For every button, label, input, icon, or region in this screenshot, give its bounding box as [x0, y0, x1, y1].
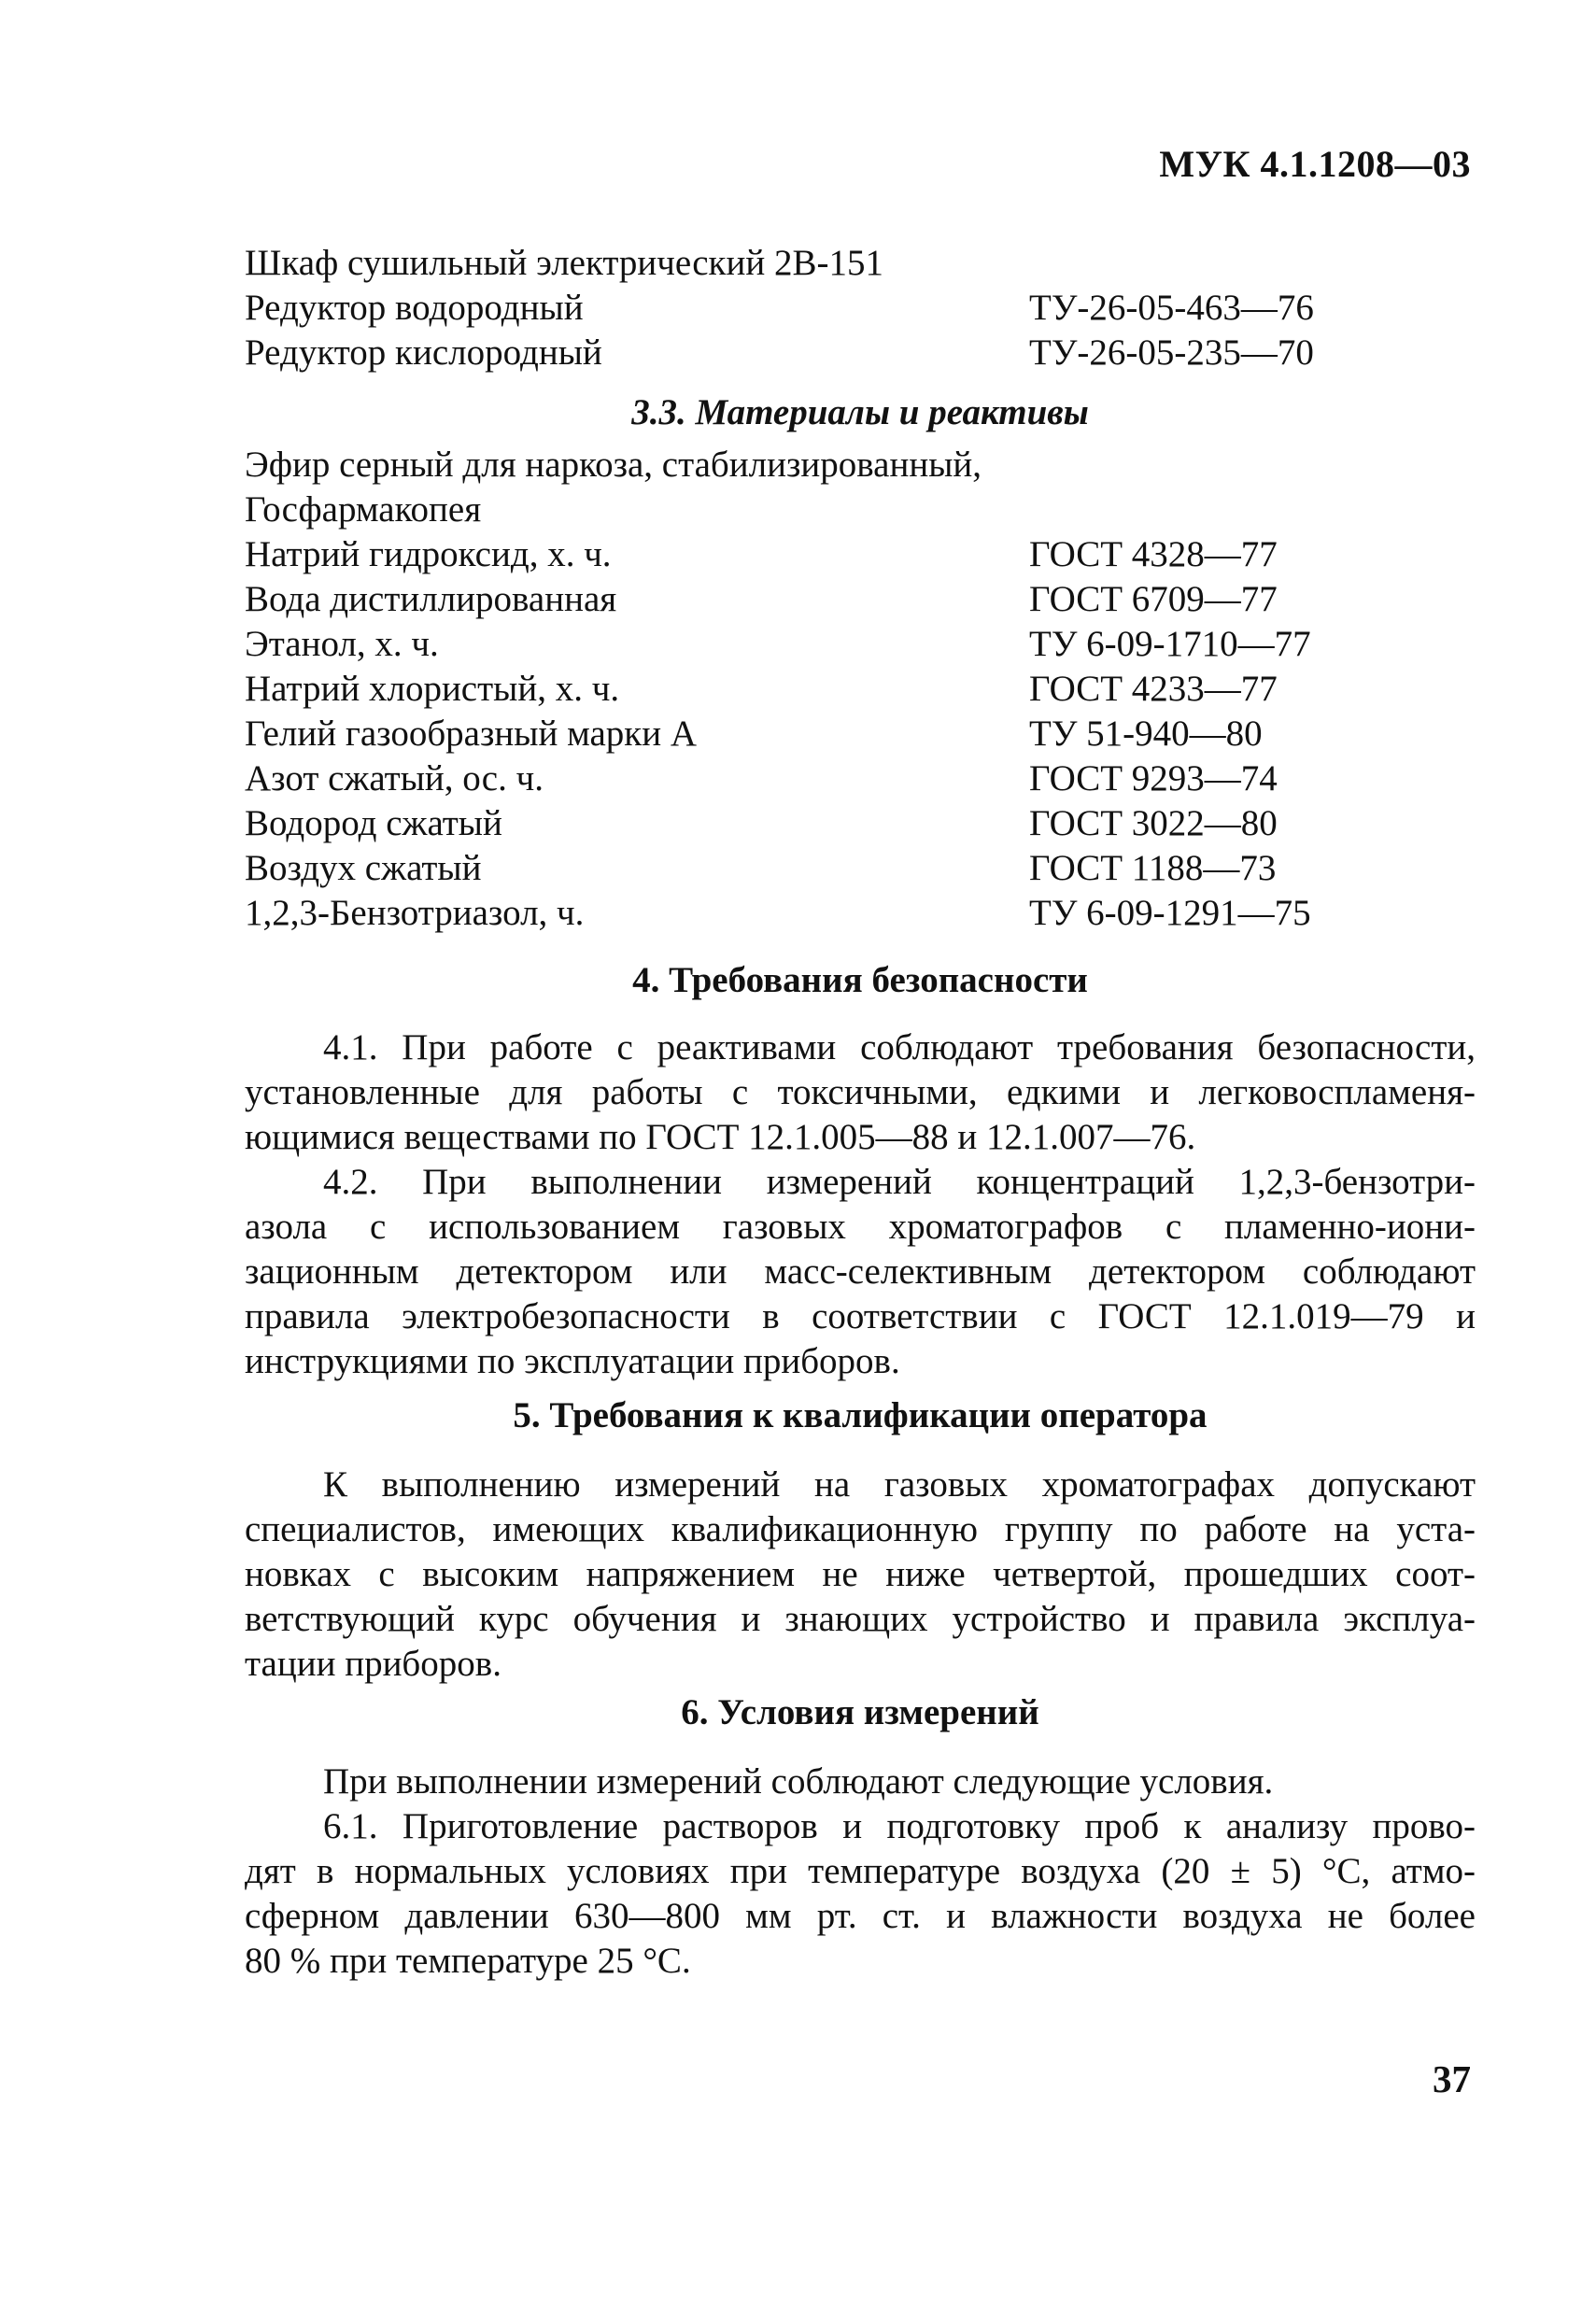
material-standard: ТУ 6-09-1710—77 [1029, 624, 1311, 664]
paragraph-line: специалистов, имеющих квалификационную группу по работе на уста- [245, 1509, 1476, 1549]
section-5-paragraph [245, 1463, 1476, 1687]
material-standard: ТУ 51-940—80 [1029, 714, 1263, 754]
paragraph-line: При выполнении измерений соблюдают следующие условия. [323, 1761, 1274, 1802]
material-standard: ГОСТ 1188—73 [1029, 848, 1277, 888]
paragraph-line: азола с использованием газовых хроматографов с пламенно-иони- [245, 1207, 1476, 1247]
material-standard: ГОСТ 9293—74 [1029, 758, 1278, 799]
equipment-standard: ТУ-26-05-235—70 [1029, 332, 1314, 373]
material-name: Вода дистиллированная [245, 579, 617, 619]
equipment-name: Редуктор водородный [245, 288, 584, 328]
section-4-paragraph-1 [245, 1025, 1476, 1160]
paragraph-line: 4.2. При выполнении измерений концентраций 1,2,3-бензотри- [323, 1162, 1476, 1202]
material-name: Этанол, х. ч. [245, 624, 439, 664]
paragraph-line: ющимися веществами по ГОСТ 12.1.005—88 и 12.1.007—76. [245, 1117, 1196, 1157]
paragraph-line: 80 % при температуре 25 °С. [245, 1941, 691, 1981]
material-name: Воздух сжатый [245, 848, 482, 888]
equipment-name: Шкаф сушильный электрический 2В-151 [245, 243, 883, 283]
paragraph-line: ветствующий курс обучения и знающих устройство и правила эксплуа- [245, 1599, 1476, 1639]
section-3-3-title: 3.3. Материалы и реактивы [631, 392, 1089, 432]
paragraph-line: сферном давлении 630—800 мм рт. ст. и влажности воздуха не более [245, 1896, 1476, 1936]
paragraph-line: тации приборов. [245, 1644, 501, 1684]
material-name: Водород сжатый [245, 803, 502, 843]
section-4-title: 4. Требования безопасности [632, 960, 1088, 1000]
paragraph-line: новках с высоким напряжением не ниже четвертой, прошедших соот- [245, 1554, 1476, 1594]
paragraph-line: установленные для работы с токсичными, едкими и легковоспламеня- [245, 1072, 1476, 1112]
section-5-title: 5. Требования к квалификации оператора [513, 1395, 1208, 1435]
section-6-intro [245, 1760, 1476, 1804]
paragraph-line: 4.1. При работе с реактивами соблюдают требования безопасности, [323, 1027, 1476, 1067]
paragraph-line: 6.1. Приготовление растворов и подготовку проб к анализу прово- [323, 1806, 1476, 1846]
section-6-title: 6. Условия измерений [681, 1692, 1039, 1732]
document-code: МУК 4.1.1208—03 [1159, 143, 1471, 185]
paragraph-line: К выполнению измерений на газовых хроматографах допускают [323, 1464, 1476, 1505]
equipment-name: Редуктор кислородный [245, 332, 602, 373]
material-name: 1,2,3-Бензотриазол, ч. [245, 893, 585, 933]
equipment-standard: ТУ-26-05-463—76 [1029, 288, 1314, 328]
material-name: Госфармакопея [245, 489, 482, 530]
paragraph-line: инструкциями по эксплуатации приборов. [245, 1341, 900, 1381]
paragraph-line: зационным детектором или масс-селективным детектором соблюдают [245, 1251, 1476, 1292]
material-standard: ГОСТ 4233—77 [1029, 669, 1278, 709]
section-4-paragraph-2 [245, 1160, 1476, 1384]
material-name: Гелий газообразный марки А [245, 714, 698, 754]
material-standard: ТУ 6-09-1291—75 [1029, 893, 1311, 933]
material-standard: ГОСТ 6709—77 [1029, 579, 1278, 619]
page-number: 37 [1433, 2057, 1471, 2100]
section-6-paragraph-1 [245, 1804, 1476, 1984]
paragraph-line: дят в нормальных условиях при температуре воздуха (20 ± 5) °С, атмо- [245, 1851, 1476, 1891]
material-name: Натрий гидроксид, х. ч. [245, 534, 612, 574]
material-name: Натрий хлористый, х. ч. [245, 669, 620, 709]
material-name: Азот сжатый, ос. ч. [245, 758, 544, 799]
material-standard: ГОСТ 3022—80 [1029, 803, 1278, 843]
material-standard: ГОСТ 4328—77 [1029, 534, 1278, 574]
paragraph-line: правила электробезопасности в соответствии с ГОСТ 12.1.019—79 и [245, 1296, 1476, 1336]
material-name: Эфир серный для наркоза, стабилизированный, [245, 445, 982, 485]
